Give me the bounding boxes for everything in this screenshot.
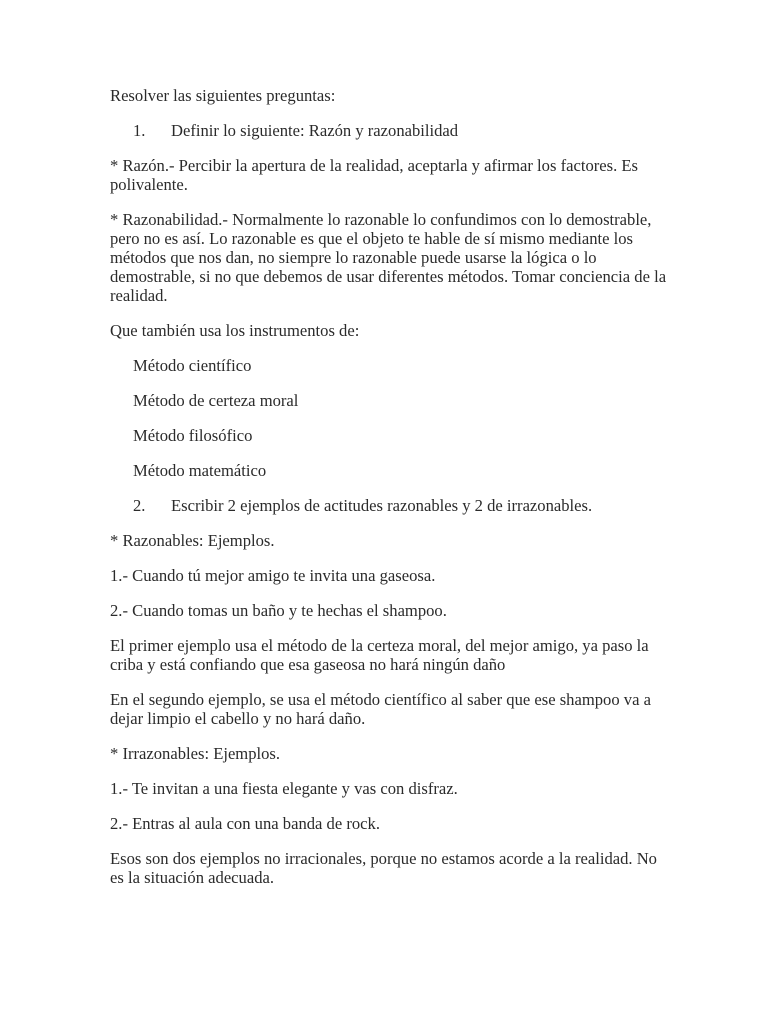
document-page <box>110 86 670 903</box>
razonable-example: 1.- Cuando tú mejor amigo te invita una gaseosa. <box>110 566 436 585</box>
question-2 <box>110 496 670 515</box>
conclusion-paragraph: Esos son dos ejemplos no irracionales, porque no estamos acorde a la realidad. No es la situación adecuada. <box>110 849 657 887</box>
metodo-item: Método científico <box>133 356 252 375</box>
razonabilidad-definition: * Razonabilidad.- Normalmente lo razonable lo confundimos con lo demostrable, pero no es así. Lo razonable es que el objeto te hable de sí mismo mediante los métodos que nos dan, no siempre lo razonable puede usarse la lógica o lo demostrable, si no que debemos de usar diferentes métodos. Tomar conciencia de la realidad. <box>110 210 667 305</box>
question-2-text: Escribir 2 ejemplos de actitudes razonables y 2 de irrazonables. <box>171 496 593 515</box>
explanation-paragraph: El primer ejemplo usa el método de la certeza moral, del mejor amigo, ya paso la criba y está confiando que esa gaseosa no hará ningún daño <box>110 636 649 674</box>
metodo-item: Método filosófico <box>133 426 253 445</box>
irrazonables-heading: * Irrazonables: Ejemplos. <box>110 744 281 763</box>
question-2-number: 2. <box>133 496 146 515</box>
razonable-example: 2.- Cuando tomas un baño y te hechas el shampoo. <box>110 601 447 620</box>
explanation-paragraph: En el segundo ejemplo, se usa el método científico al saber que ese shampoo va a dejar limpio el cabello y no hará daño. <box>110 690 651 728</box>
question-1 <box>110 121 670 140</box>
instrumentos-intro: Que también usa los instrumentos de: <box>110 321 360 340</box>
razonables-heading: * Razonables: Ejemplos. <box>110 531 275 550</box>
irrazonable-example: 1.- Te invitan a una fiesta elegante y vas con disfraz. <box>110 779 458 798</box>
question-1-number: 1. <box>133 121 146 140</box>
intro-text: Resolver las siguientes preguntas: <box>110 86 336 105</box>
irrazonable-example: 2.- Entras al aula con una banda de rock. <box>110 814 380 833</box>
question-1-text: Definir lo siguiente: Razón y razonabilidad <box>171 121 459 140</box>
metodo-item: Método de certeza moral <box>133 391 299 410</box>
razon-definition: * Razón.- Percibir la apertura de la realidad, aceptarla y afirmar los factores. Es polivalente. <box>110 156 638 194</box>
metodo-item: Método matemático <box>133 461 267 480</box>
